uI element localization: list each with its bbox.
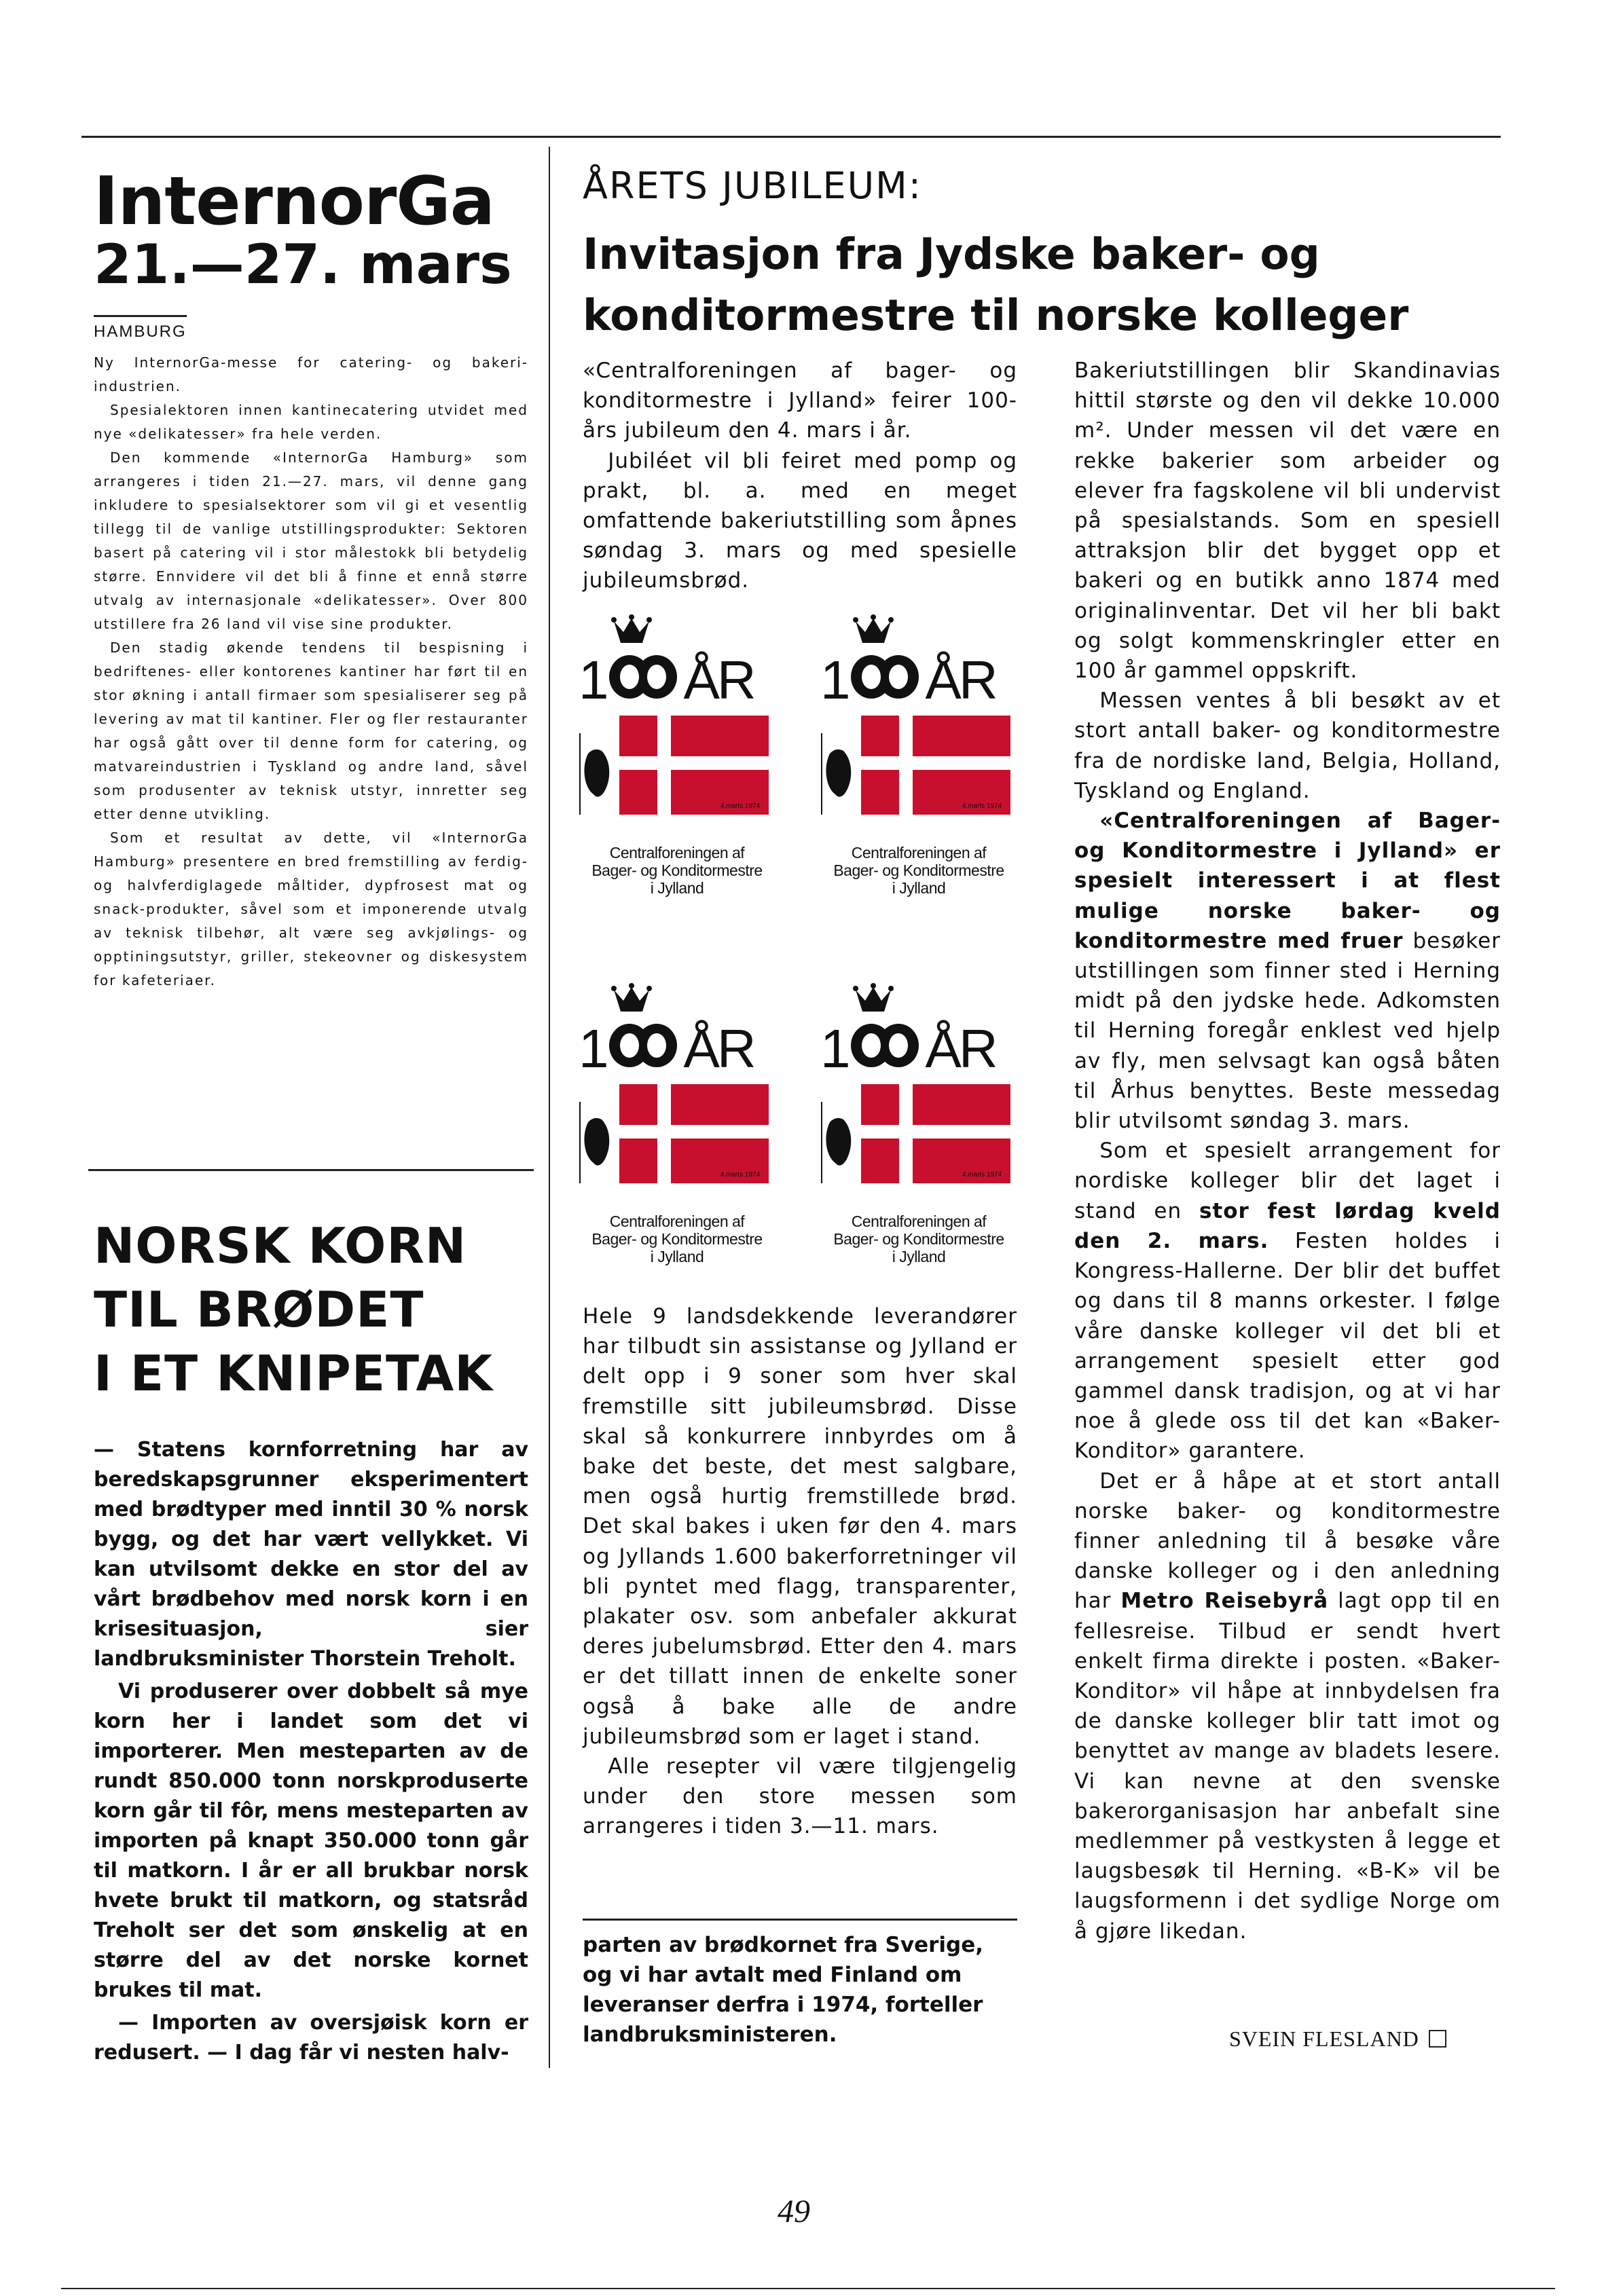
- logo-number: 1: [820, 650, 848, 710]
- jubileum-paragraph: [1074, 1136, 1501, 1466]
- jubileum-text: Det er å håpe at et stort antall norske baker- og konditormestre finner anledning til å besøke våre danske kolleger og i den anledning har: [1074, 1468, 1501, 1614]
- logo-word: ÅR: [925, 1018, 996, 1079]
- crown-icon: [853, 614, 894, 648]
- jubileum-text: Som et spesielt arrangement for nordiske kolleger blir det laget i stand en: [1074, 1138, 1501, 1223]
- logo-caption-line: Centralforeningen af: [609, 844, 745, 862]
- logo-caption-line: Centralforeningen af: [609, 1212, 745, 1230]
- internorga-paragraph: Spesialektoren innen kantinecatering utvidet med nye «delikatesser» fra hele verden.: [94, 402, 528, 442]
- internorga-paragraph: Ny InternorGa-messe for catering- og bakeri-industrien.: [94, 354, 528, 394]
- jubileum-text: Festen holdes i Kongress-Hallerne. Der blir det buffet og dans til 8 manns orkester. I følge våre danske kolleger vil det bli et arrangement spesielt etter god gammel dansk tradisjon, og at vi har noe å glede oss til det kan «Baker-Konditor» garantere.: [1074, 1228, 1501, 1464]
- double-zero-icon: [848, 1021, 921, 1070]
- internorga-dates: 21.—27. mars: [94, 233, 512, 296]
- logo-date: 4.marts 1974: [962, 1171, 1002, 1179]
- top-rule: [81, 136, 1501, 138]
- logo-number: 1: [579, 1018, 606, 1079]
- jubileum-right-body: [1074, 356, 1501, 1946]
- logo-hundred: [820, 650, 996, 711]
- byline-author: SVEIN FLESLAND: [1229, 2026, 1419, 2051]
- logo-caption-line: i Jylland: [892, 1248, 946, 1265]
- internorga-paragraph: Den kommende «InternorGa Hamburg» som arrangeres i tiden 21.—27. mars, vil denne gang inkludere to spesialsektorer som vil gi et vesentlig tillegg til de vanlige utstillingsprodukter: Sektoren basert på catering vil i stor målestokk bli betydelig større. Ennvidere vil det bli å finne et ennå større utvalg av internasjonale «delikatesser». Over 800 utstillere fra 26 land vil vise sine produkter.: [94, 449, 528, 632]
- bottom-rule: [61, 2288, 1555, 2289]
- logo-date: 4.marts 1974: [962, 802, 1002, 810]
- crown-icon: [611, 614, 652, 648]
- logo-date: 4.marts 1974: [720, 802, 761, 810]
- logo-caption-line: Bager- og Konditormestre: [591, 1230, 763, 1248]
- logo-word: ÅR: [683, 1018, 754, 1079]
- logo-caption: [820, 844, 1017, 897]
- jubileum-intro: [583, 356, 1017, 596]
- internorga-article: [94, 163, 528, 993]
- page-number: 49: [778, 2193, 810, 2229]
- continuation-rule: [583, 1919, 1017, 1921]
- logo-caption-line: Centralforeningen af: [851, 1212, 987, 1230]
- norsk-korn-title-line: TIL BRØDET: [94, 1281, 424, 1338]
- flag-map-graphic: [579, 713, 769, 815]
- jubileum-text: besøker utstillingen som finner sted i Herning midt på den jydske hede. Adkomsten til Herning foregår enklest ved hjelp av fly, men selvsagt kan også båten til Århus benyttes. Beste messedag blir utvilsomt søndag 3. mars.: [1074, 928, 1501, 1134]
- internorga-title: InternorGa: [94, 163, 494, 240]
- norsk-korn-paragraph: — Statens kornforretning har av beredskapsgrunner eksperimentert med brødtyper med inntil 30 % norsk bygg, og det har vært vellykket. Vi kan utvilsomt dekke en stor del av vårt brødbehov med norsk korn i en krisesituasjon, sier landbruksminister Thorstein Treholt.: [94, 1438, 528, 1671]
- logo-caption-line: i Jylland: [892, 879, 946, 897]
- jubileum-paragraph: Hele 9 landsdekkende leverandører har tilbudt sin assistanse og Jylland er delt opp i 9 soner som hver skal fremstille sitt jubileumsbrød. Disse skal så konkurrere innbyrdes om å bake det beste, det mest salgbare, men også hurtig fremstillede brød. Det skal bakes i uken før den 4. mars og Jyllands 1.600 bakerforretninger vil bli pyntet med flagg, transparenter, plakater osv. som anbefaler akkurat deres jubelumsbrød. Etter den 4. mars er det tillatt innen de enkelte soner også å bake alle de andre jubileumsbrød som er laget i stand.: [583, 1304, 1017, 1749]
- jubileum-paragraph: [1074, 806, 1501, 1136]
- logo-caption-line: i Jylland: [650, 1248, 704, 1265]
- column-divider: [549, 147, 550, 2068]
- double-zero-icon: [606, 1021, 680, 1070]
- logo-hundred: [820, 1018, 996, 1079]
- logo-caption-line: Centralforeningen af: [851, 844, 987, 862]
- logo-number: 1: [579, 650, 606, 710]
- jubilee-logo: [820, 614, 1044, 967]
- jubileum-emphasis: stor fest lørdag kveld den 2. mars.: [1074, 1198, 1501, 1253]
- jubileum-emphasis: Metro Reisebyrå: [1120, 1589, 1329, 1614]
- logo-caption-line: Bager- og Konditormestre: [833, 1230, 1004, 1248]
- logo-word: ÅR: [683, 650, 754, 710]
- jubileum-intro-paragraph: Jubiléet vil bli feiret med pomp og prakt, bl. a. med en meget omfattende bakeriutstilling som åpnes søndag 3. mars og med spesielle jubileumsbrød.: [583, 448, 1017, 593]
- jubilee-logo: [579, 614, 803, 967]
- norsk-korn-paragraph: — Importen av oversjøisk korn er redusert. — I dag får vi nesten halv-: [94, 2011, 528, 2064]
- logo-number: 1: [820, 1018, 848, 1079]
- jubilee-logo: [820, 983, 1044, 1336]
- logo-caption-line: Bager- og Konditormestre: [833, 862, 1004, 879]
- jubileum-kicker: ÅRETS JUBILEUM:: [583, 164, 922, 207]
- flag-map-graphic: [820, 713, 1010, 815]
- logo-caption-line: Bager- og Konditormestre: [591, 862, 763, 879]
- jubileum-middle-body: [583, 1301, 1017, 1842]
- logo-caption: [579, 1212, 775, 1265]
- jubilee-logo: [579, 983, 803, 1336]
- end-mark-icon: [1429, 2030, 1446, 2048]
- crown-icon: [611, 983, 652, 1017]
- norsk-korn-title-line: NORSK KORN: [94, 1217, 467, 1274]
- norsk-korn-continuation: parten av brødkornet fra Sverige, og vi har avtalt med Finland om leveranser derfra i 1974, forteller landbruksministeren.: [583, 1933, 984, 2047]
- section-rule: [88, 1169, 534, 1171]
- jubileum-intro-paragraph: «Centralforeningen af bager- og konditormestre i Jylland» feirer 100-års jubileum den 4. mars i år.: [583, 358, 1017, 443]
- flag-map-graphic: [579, 1081, 769, 1183]
- byline: [1229, 2026, 1446, 2052]
- internorga-paragraph: Den stadig økende tendens til bespisning i bedriftenes- eller kontorenes kantiner har ført til en stor økning i antall firmaer som spesialiserer seg på levering av mat til kantiner. Fler og fler restauranter har også gått over til denne form for catering, og matvareindustrien i Tyskland og andre land, såvel som produsenter av teknisk utstyr, innretter seg etter denne utvikling.: [94, 640, 528, 822]
- logo-word: ÅR: [925, 650, 996, 710]
- internorga-place: HAMBURG: [94, 315, 187, 341]
- norsk-korn-title-line: I ET KNIPETAK: [94, 1345, 494, 1402]
- norsk-korn-body: [94, 1435, 528, 2068]
- internorga-paragraph: Som et resultat av dette, vil «InternorGa Hamburg» presentere en bred fremstilling av ferdig- og halvferdiglagede måltider, dypfrosest mat og snack-produkter, såvel som et imponerende utvalg av teknisk tilbehør, alt være seg avkjølings- og opptiningsutstyr, griller, stekeovner og diskesystem for kafeteriaer.: [94, 830, 528, 988]
- jubileum-paragraph: Bakeriutstillingen blir Skandinavias hittil største og den vil dekke 10.000 m². Under messen vil det være en rekke bakerier som arbeider og elever fra fagskolene vil bli undervist på spesialstands. Som en spesiell attraksjon blir det bygget opp et bakeri og en butikk anno 1874 med originalinventar. Det vil her bli bakt og solgt kommenskringler etter en 100 år gammel oppskrift.: [1074, 358, 1501, 684]
- flag-map-graphic: [820, 1081, 1010, 1183]
- crown-icon: [853, 983, 894, 1017]
- logo-caption: [579, 844, 775, 897]
- jubileum-paragraph: Alle resepter vil være tilgjengelig under den store messen som arrangeres i tiden 3.—11. mars.: [583, 1754, 1017, 1839]
- double-zero-icon: [606, 652, 680, 701]
- jubileum-emphasis: «Centralforeningen af Bager- og Konditormestre i Jylland» er spesielt interessert i at flest mulige norske baker- og konditormestre med fruer: [1074, 809, 1501, 953]
- jubileum-text: lagt opp til en fellesreise. Tilbud er sendt hvert enkelt firma direkte i posten. «Baker-Konditor» vil håpe at innbydelsen fra de danske kolleger blir tatt imot og benyttet av mange av bladets lesere. Vi kan nevne at den svenske bakerorganisasjon har anbefalt sine medlemmer på vestkysten å legge et laugsbesøk til Herning. «B-K» vil be laugsformenn i det sydlige Norge om å gjøre likedan.: [1074, 1589, 1501, 1944]
- jubileum-headline: Invitasjon fra Jydske baker- og konditormestre til norske kolleger: [583, 229, 1409, 340]
- internorga-body: [94, 351, 528, 993]
- logo-hundred: [579, 1018, 754, 1079]
- jubileum-paragraph: Messen ventes å bli besøkt av et stort antall baker- og konditormestre fra de nordiske land, Belgia, Holland, Tyskland og England.: [1074, 688, 1501, 803]
- logo-date: 4.marts 1974: [720, 1171, 761, 1179]
- norsk-korn-paragraph: Vi produserer over dobbelt så mye korn her i landet som det vi importerer. Men mesteparten av de rundt 850.000 tonn norskproduserte korn går til fôr, mens mesteparten av importen på knapt 350.000 tonn går til matkorn. I år er all brukbar norsk hvete brukt til matkorn, og statsråd Treholt ser det som ønskelig at en større del av det norske kornet brukes til mat.: [94, 1680, 528, 2002]
- norsk-korn-article: [94, 1214, 528, 2068]
- logo-caption: [820, 1212, 1017, 1265]
- norsk-korn-title: [94, 1214, 528, 1405]
- jubileum-paragraph: [1074, 1466, 1501, 1946]
- double-zero-icon: [848, 652, 921, 701]
- logo-caption-line: i Jylland: [650, 879, 704, 897]
